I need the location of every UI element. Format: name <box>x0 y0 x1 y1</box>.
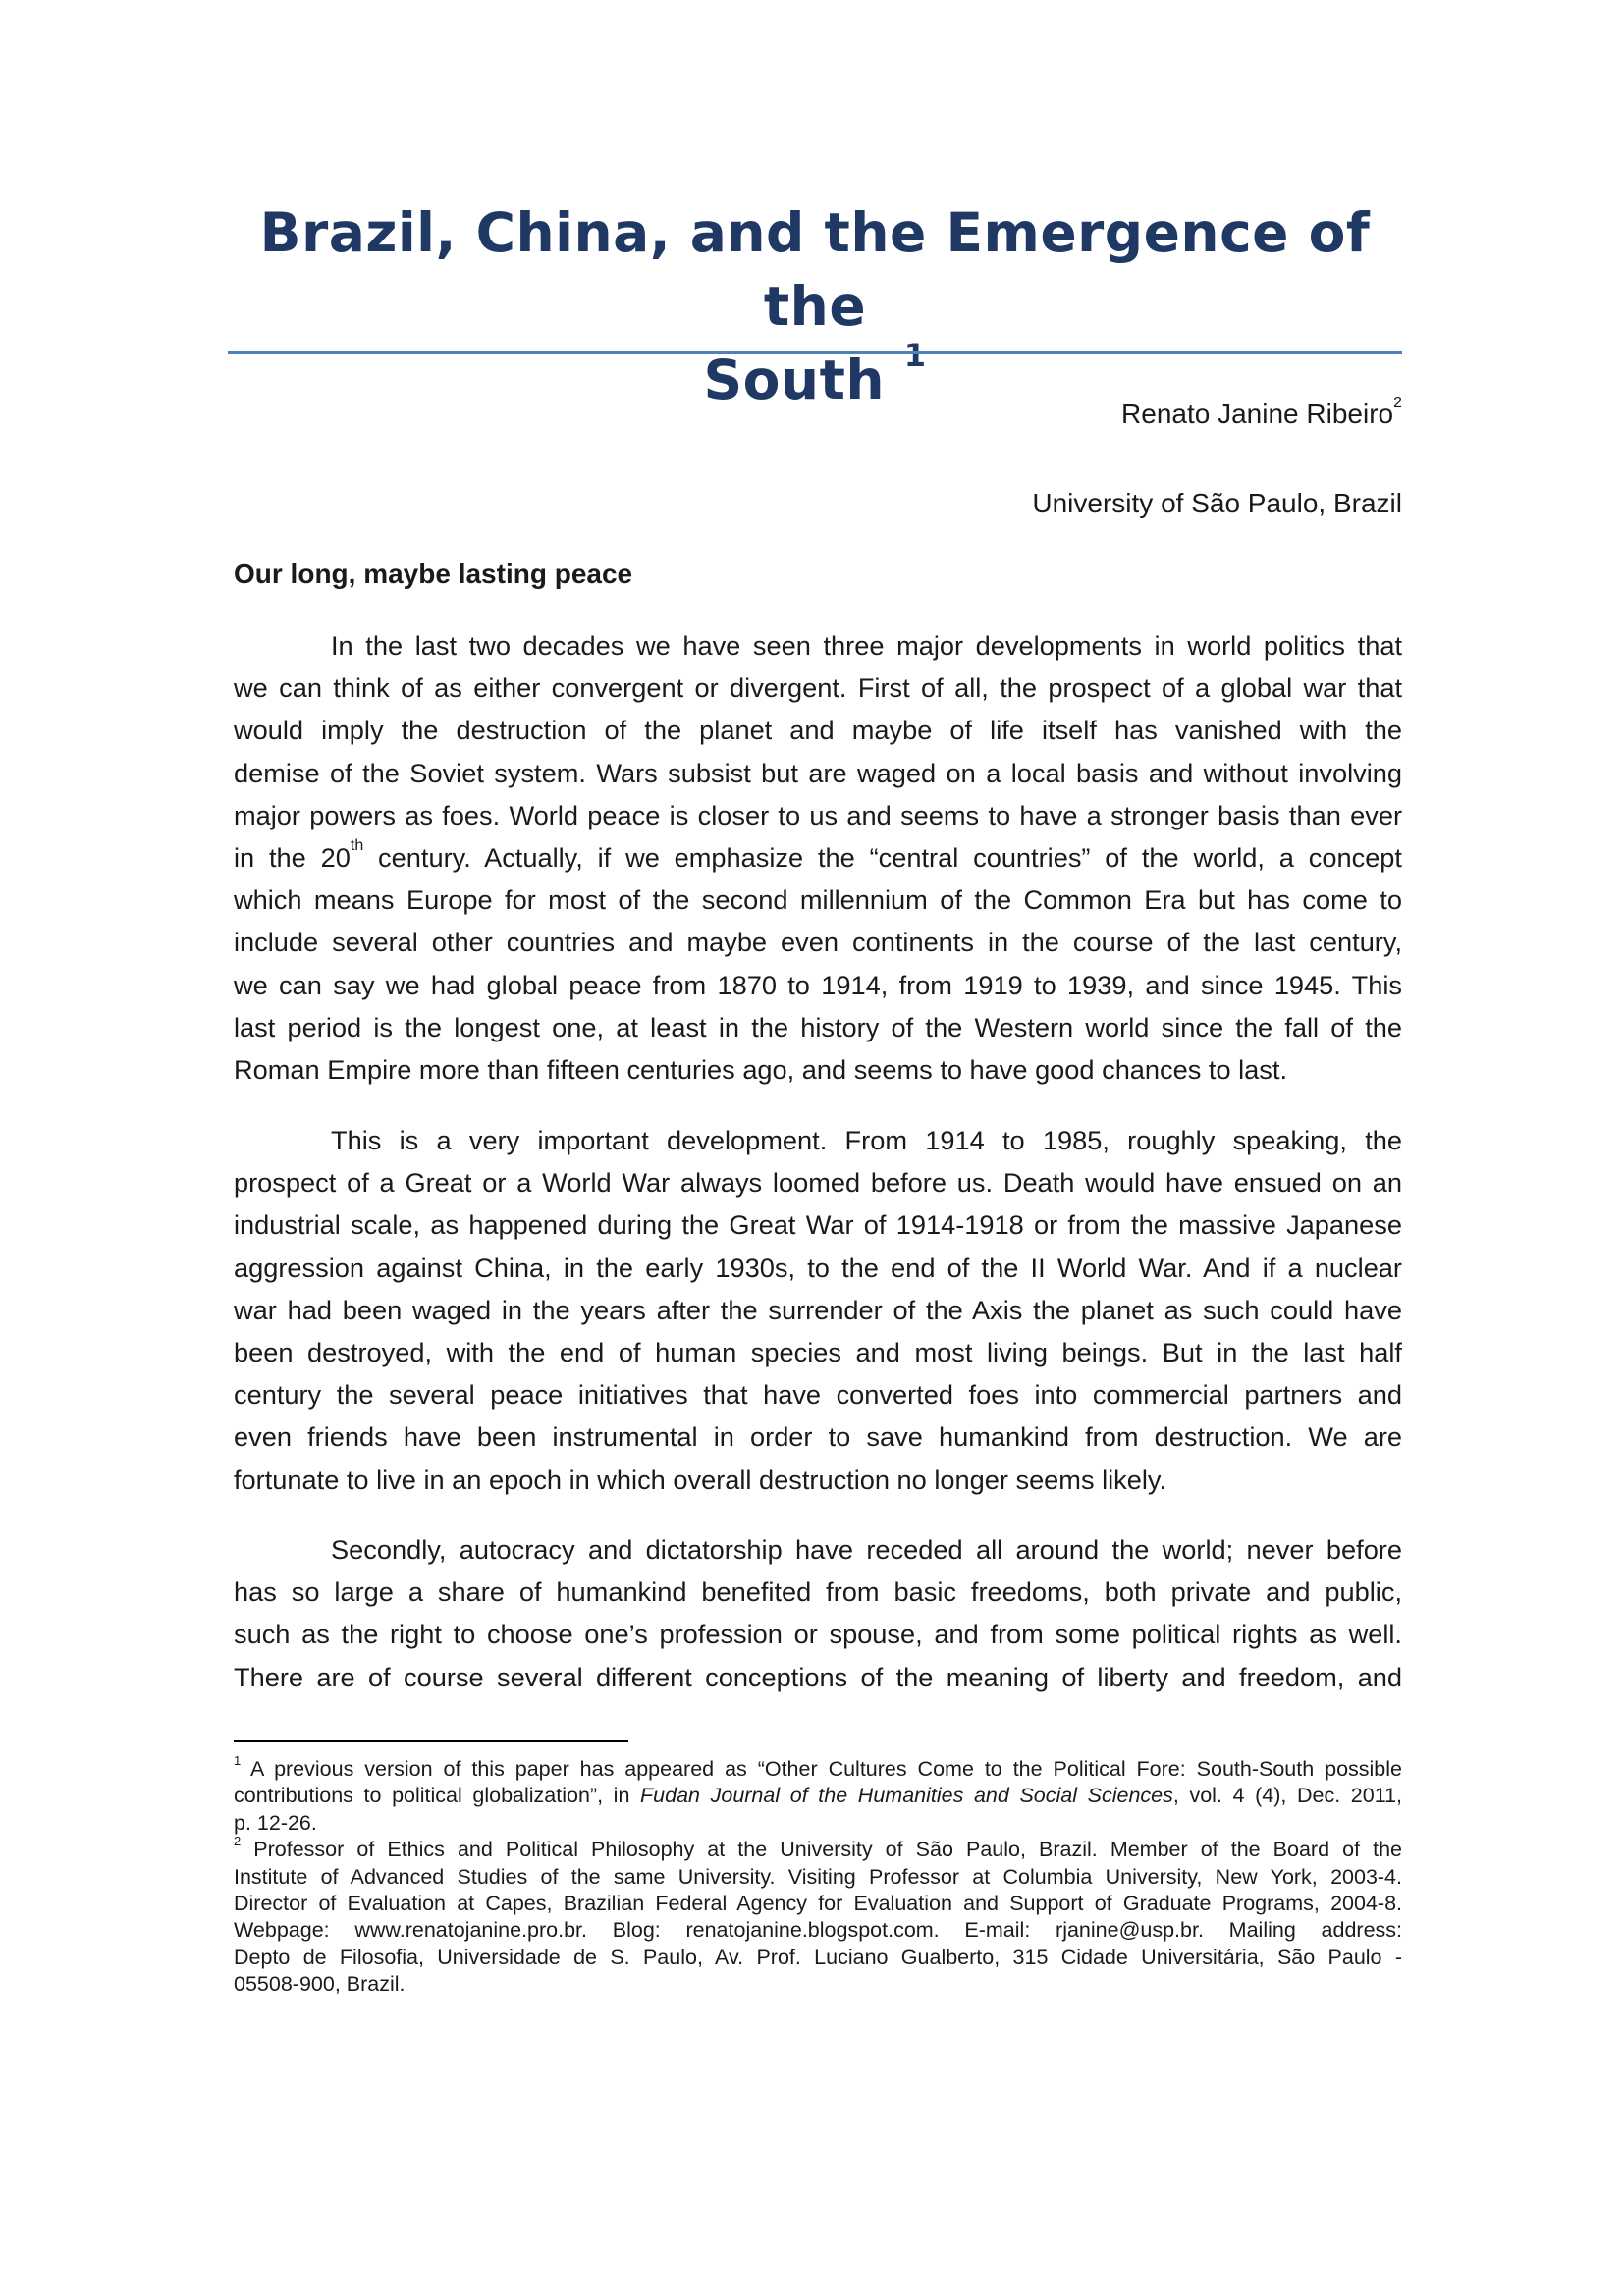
footnote-1 <box>234 1753 1402 1837</box>
paragraph-line: we can think of as either convergent or divergent. First of all, the prospect of a global war that <box>234 672 1402 704</box>
title-footnote-marker[interactable]: 1 <box>903 337 927 374</box>
paragraph-line: which means Europe for most of the second millennium of the Common Era but has come to <box>234 884 1402 916</box>
footnote-line: p. 12-26. <box>234 1810 317 1835</box>
title-underline-rule <box>228 351 1402 354</box>
title-line-2: South <box>703 348 886 411</box>
paragraph-line: Secondly, autocracy and dictatorship have receded all around the world; never before <box>331 1534 1402 1565</box>
paragraph-line: This is a very important development. From 1914 to 1985, roughly speaking, the <box>331 1125 1402 1155</box>
paragraph-line: we can say we had global peace from 1870 to 1914, from 1919 to 1939, and since 1945. This <box>234 969 1402 1000</box>
paragraph-3 <box>234 1528 1402 1698</box>
paragraph-line <box>234 836 1402 879</box>
paragraph-line: such as the right to choose one’s profession or spouse, and from some political rights as well. <box>234 1619 1402 1650</box>
author-line <box>1121 395 1402 431</box>
footnote-line: Depto de Filosofia, Universidade de S. Paulo, Av. Prof. Luciano Gualberto, 315 Cidade Universitária, São Paulo - <box>234 1945 1402 1969</box>
ordinal-superscript: th <box>350 837 364 855</box>
footnote-line <box>234 1783 1402 1809</box>
paragraph-line: century the several peace initiatives that have converted foes into commercial partners and <box>234 1379 1402 1411</box>
paragraph-line: Roman Empire more than fifteen centuries ago, and seems to have good chances to last. <box>234 1054 1288 1086</box>
paragraph-line: industrial scale, as happened during the Great War of 1914-1918 or from the massive Japanese <box>234 1209 1402 1241</box>
journal-title: Fudan Journal of the Humanities and Social Sciences <box>640 1784 1173 1808</box>
text-run: century. Actually, if we emphasize the “central countries” of the world, a concept <box>363 842 1402 874</box>
section-heading: Our long, maybe lasting peace <box>234 559 633 589</box>
paragraph-line: demise of the Soviet system. Wars subsist but are waged on a local basis and without involving <box>234 757 1402 788</box>
paragraph-line: last period is the longest one, at least in the history of the Western world since the fall of the <box>234 1011 1402 1042</box>
footnote-line: Institute of Advanced Studies of the same University. Visiting Professor at Columbia University, New York, 2003-4. <box>234 1864 1402 1889</box>
paragraph-line: major powers as foes. World peace is closer to us and seems to have a stronger basis than ever <box>234 799 1402 830</box>
text-run: , vol. 4 (4), Dec. 2011, <box>1172 1784 1402 1808</box>
footnote-1-marker: 1 <box>234 1753 242 1768</box>
paragraph-line: would imply the destruction of the planet and maybe of life itself has vanished with the <box>234 715 1402 746</box>
title-line-1: Brazil, China, and the Emergence of the <box>259 201 1371 338</box>
footnote-line <box>234 1834 1402 1863</box>
paragraph-line: fortunate to live in an epoch in which overall destruction no longer seems likely. <box>234 1464 1167 1495</box>
paragraph-line: war had been waged in the years after the surrender of the Axis the planet as such could have <box>234 1294 1402 1325</box>
paragraph-line: In the last two decades we have seen three major developments in world politics that <box>331 630 1402 661</box>
author-footnote-marker[interactable]: 2 <box>1393 395 1402 411</box>
footnote-separator <box>234 1740 628 1742</box>
footnote-line: Director of Evaluation at Capes, Brazilian Federal Agency for Evaluation and Support of Graduate Programs, 2004-8. <box>234 1892 1402 1916</box>
paragraph-line: prospect of a Great or a World War always loomed before us. Death would have ensued on an <box>234 1167 1402 1199</box>
paragraph-line: There are of course several different conceptions of the meaning of liberty and freedom, and <box>234 1661 1402 1692</box>
footnote-line: 05508-900, Brazil. <box>234 1972 406 1997</box>
footnote-2 <box>234 1834 1402 1998</box>
paragraph-line: been destroyed, with the end of human species and most living beings. But in the last half <box>234 1337 1402 1368</box>
footnote-2-marker: 2 <box>234 1834 242 1849</box>
text-run: contributions to political globalization”, in <box>234 1784 641 1808</box>
paragraph-line: has so large a share of humankind benefited from basic freedoms, both private and public, <box>234 1576 1402 1608</box>
paragraph-line: even friends have been instrumental in order to save humankind from destruction. We are <box>234 1421 1402 1453</box>
text-run: A previous version of this paper has appeared as “Other Cultures Come to the Political Fore: South-South possible <box>241 1757 1402 1781</box>
footnote-line: Webpage: www.renatojanine.pro.br. Blog: renatojanine.blogspot.com. E-mail: rjanine@usp.br. Mailing address: <box>234 1918 1402 1943</box>
paper-title <box>228 196 1402 417</box>
text-run: Professor of Ethics and Political Philosophy at the University of São Paulo, Brazil. Member of the Board of the <box>241 1838 1402 1862</box>
paragraph-line: aggression against China, in the early 1930s, to the end of the II World War. And if a nuclear <box>234 1252 1402 1283</box>
footnote-line <box>234 1753 1402 1783</box>
paragraph-line: include several other countries and maybe even continents in the course of the last century, <box>234 927 1402 958</box>
footnotes <box>234 1753 1402 1999</box>
text-run: in the 20 <box>234 842 351 874</box>
author-affiliation: University of São Paulo, Brazil <box>1032 488 1402 518</box>
author-name: Renato Janine Ribeiro <box>1121 399 1394 429</box>
paragraph-1 <box>234 624 1402 1091</box>
paragraph-2 <box>234 1119 1402 1501</box>
